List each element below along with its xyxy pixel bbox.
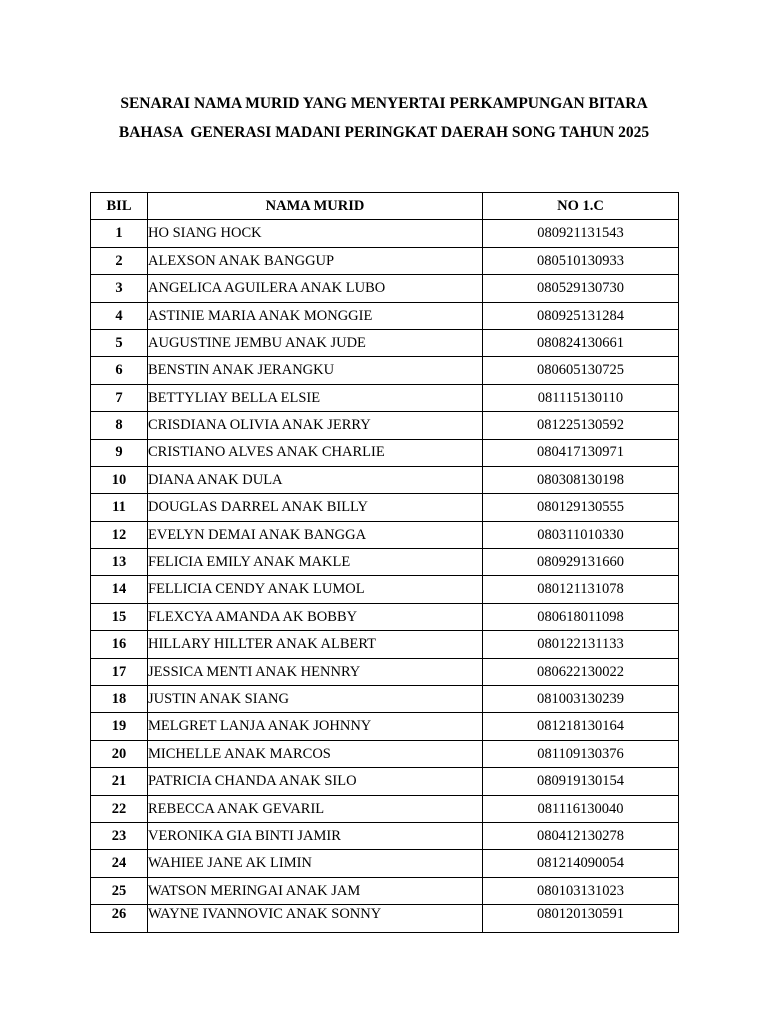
row-number-cell: 16 bbox=[91, 631, 148, 658]
column-header-nama-murid: NAMA MURID bbox=[148, 193, 483, 220]
student-name-cell: FELLICIA CENDY ANAK LUMOL bbox=[148, 576, 483, 603]
table-row bbox=[91, 494, 679, 521]
table-row bbox=[91, 822, 679, 849]
student-name-cell: FLEXCYA AMANDA AK BOBBY bbox=[148, 603, 483, 630]
ic-number-cell: 080122131133 bbox=[483, 631, 679, 658]
table-row bbox=[91, 795, 679, 822]
student-name-cell: HO SIANG HOCK bbox=[148, 220, 483, 247]
ic-number-cell: 080103131023 bbox=[483, 877, 679, 904]
row-number-cell: 25 bbox=[91, 877, 148, 904]
table-row bbox=[91, 466, 679, 493]
student-name-cell: WAYNE IVANNOVIC ANAK SONNY bbox=[148, 905, 483, 932]
ic-number-cell: 080311010330 bbox=[483, 521, 679, 548]
ic-number-cell: 081109130376 bbox=[483, 740, 679, 767]
row-number-cell: 2 bbox=[91, 247, 148, 274]
table-row bbox=[91, 247, 679, 274]
column-header-bil: BIL bbox=[91, 193, 148, 220]
ic-number-cell: 080120130591 bbox=[483, 905, 679, 932]
student-name-cell: MELGRET LANJA ANAK JOHNNY bbox=[148, 713, 483, 740]
row-number-cell: 19 bbox=[91, 713, 148, 740]
table-row bbox=[91, 768, 679, 795]
row-number-cell: 23 bbox=[91, 822, 148, 849]
table-row bbox=[91, 357, 679, 384]
ic-number-cell: 080919130154 bbox=[483, 768, 679, 795]
student-name-cell: DOUGLAS DARREL ANAK BILLY bbox=[148, 494, 483, 521]
student-name-cell: REBECCA ANAK GEVARIL bbox=[148, 795, 483, 822]
table-row bbox=[91, 603, 679, 630]
page-title-line-1: SENARAI NAMA MURID YANG MENYERTAI PERKAMPUNGAN BITARA bbox=[120, 95, 648, 112]
row-number-cell: 6 bbox=[91, 357, 148, 384]
table-row bbox=[91, 740, 679, 767]
table-row bbox=[91, 521, 679, 548]
table-header-row bbox=[91, 193, 679, 220]
table-row bbox=[91, 439, 679, 466]
row-number-cell: 17 bbox=[91, 658, 148, 685]
row-number-cell: 1 bbox=[91, 220, 148, 247]
table-row bbox=[91, 576, 679, 603]
table-row bbox=[91, 686, 679, 713]
row-number-cell: 22 bbox=[91, 795, 148, 822]
row-number-cell: 4 bbox=[91, 302, 148, 329]
student-name-cell: ALEXSON ANAK BANGGUP bbox=[148, 247, 483, 274]
row-number-cell: 21 bbox=[91, 768, 148, 795]
student-name-cell: EVELYN DEMAI ANAK BANGGA bbox=[148, 521, 483, 548]
row-number-cell: 20 bbox=[91, 740, 148, 767]
student-name-cell: AUGUSTINE JEMBU ANAK JUDE bbox=[148, 329, 483, 356]
student-name-cell: WATSON MERINGAI ANAK JAM bbox=[148, 877, 483, 904]
row-number-cell: 13 bbox=[91, 549, 148, 576]
table-row bbox=[91, 275, 679, 302]
ic-number-cell: 080121131078 bbox=[483, 576, 679, 603]
row-number-cell: 11 bbox=[91, 494, 148, 521]
ic-number-cell: 080618011098 bbox=[483, 603, 679, 630]
ic-number-cell: 080529130730 bbox=[483, 275, 679, 302]
table-body bbox=[91, 220, 679, 932]
student-name-cell: CRISTIANO ALVES ANAK CHARLIE bbox=[148, 439, 483, 466]
row-number-cell: 10 bbox=[91, 466, 148, 493]
student-name-cell: HILLARY HILLTER ANAK ALBERT bbox=[148, 631, 483, 658]
table-row bbox=[91, 220, 679, 247]
ic-number-cell: 080412130278 bbox=[483, 822, 679, 849]
student-name-cell: ANGELICA AGUILERA ANAK LUBO bbox=[148, 275, 483, 302]
column-header-no-ic: NO 1.C bbox=[483, 193, 679, 220]
table-row bbox=[91, 302, 679, 329]
row-number-cell: 24 bbox=[91, 850, 148, 877]
row-number-cell: 18 bbox=[91, 686, 148, 713]
ic-number-cell: 080921131543 bbox=[483, 220, 679, 247]
row-number-cell: 5 bbox=[91, 329, 148, 356]
row-number-cell: 9 bbox=[91, 439, 148, 466]
student-name-cell: JESSICA MENTI ANAK HENNRY bbox=[148, 658, 483, 685]
row-number-cell: 15 bbox=[91, 603, 148, 630]
ic-number-cell: 080925131284 bbox=[483, 302, 679, 329]
student-name-cell: PATRICIA CHANDA ANAK SILO bbox=[148, 768, 483, 795]
student-name-cell: FELICIA EMILY ANAK MAKLE bbox=[148, 549, 483, 576]
student-name-cell: BETTYLIAY BELLA ELSIE bbox=[148, 384, 483, 411]
row-number-cell: 26 bbox=[91, 905, 148, 932]
table-row bbox=[91, 412, 679, 439]
student-name-cell: VERONIKA GIA BINTI JAMIR bbox=[148, 822, 483, 849]
ic-number-cell: 080308130198 bbox=[483, 466, 679, 493]
row-number-cell: 14 bbox=[91, 576, 148, 603]
student-name-cell: DIANA ANAK DULA bbox=[148, 466, 483, 493]
table-row bbox=[91, 549, 679, 576]
row-number-cell: 3 bbox=[91, 275, 148, 302]
ic-number-cell: 080622130022 bbox=[483, 658, 679, 685]
student-list-table bbox=[90, 192, 679, 933]
table-row bbox=[91, 384, 679, 411]
ic-number-cell: 080510130933 bbox=[483, 247, 679, 274]
table-row bbox=[91, 631, 679, 658]
student-name-cell: JUSTIN ANAK SIANG bbox=[148, 686, 483, 713]
page-title-line-2: BAHASA GENERASI MADANI PERINGKAT DAERAH SONG TAHUN 2025 bbox=[118, 124, 650, 141]
ic-number-cell: 081116130040 bbox=[483, 795, 679, 822]
ic-number-cell: 081115130110 bbox=[483, 384, 679, 411]
student-name-cell: CRISDIANA OLIVIA ANAK JERRY bbox=[148, 412, 483, 439]
student-name-cell: ASTINIE MARIA ANAK MONGGIE bbox=[148, 302, 483, 329]
row-number-cell: 7 bbox=[91, 384, 148, 411]
ic-number-cell: 081225130592 bbox=[483, 412, 679, 439]
student-name-cell: BENSTIN ANAK JERANGKU bbox=[148, 357, 483, 384]
ic-number-cell: 081218130164 bbox=[483, 713, 679, 740]
table-row bbox=[91, 905, 679, 932]
row-number-cell: 8 bbox=[91, 412, 148, 439]
ic-number-cell: 080417130971 bbox=[483, 439, 679, 466]
table-row bbox=[91, 877, 679, 904]
ic-number-cell: 081003130239 bbox=[483, 686, 679, 713]
row-number-cell: 12 bbox=[91, 521, 148, 548]
table-row bbox=[91, 850, 679, 877]
table-row bbox=[91, 658, 679, 685]
student-name-cell: WAHIEE JANE AK LIMIN bbox=[148, 850, 483, 877]
student-name-cell: MICHELLE ANAK MARCOS bbox=[148, 740, 483, 767]
ic-number-cell: 080824130661 bbox=[483, 329, 679, 356]
ic-number-cell: 081214090054 bbox=[483, 850, 679, 877]
ic-number-cell: 080129130555 bbox=[483, 494, 679, 521]
ic-number-cell: 080605130725 bbox=[483, 357, 679, 384]
ic-number-cell: 080929131660 bbox=[483, 549, 679, 576]
table-row bbox=[91, 329, 679, 356]
table-row bbox=[91, 713, 679, 740]
